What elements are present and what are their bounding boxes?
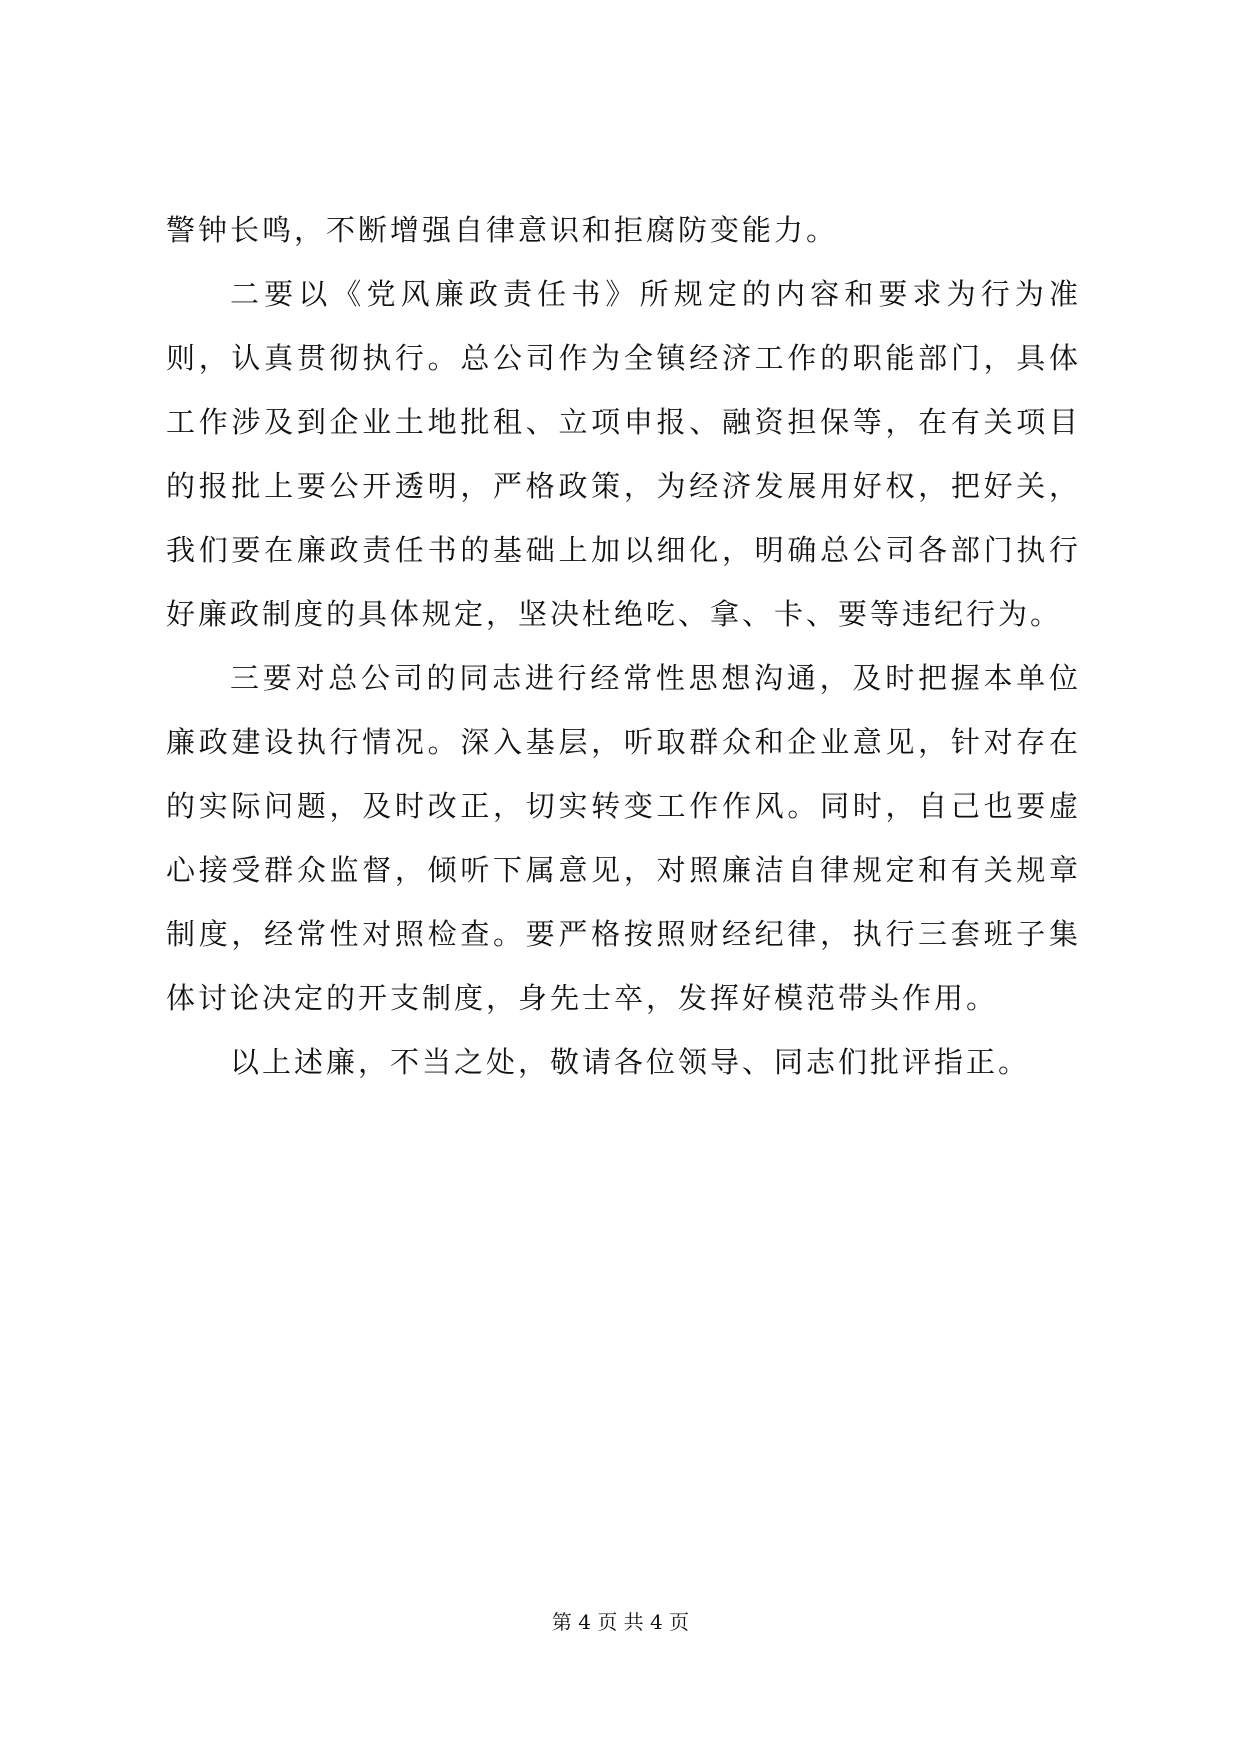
paragraph-two: 二要以《党风廉政责任书》所规定的内容和要求为行为准则，认真贯彻执行。总公司作为全镇经济工作的职能部门，具体工作涉及到企业土地批租、立项申报、融资担保等，在有关项目的报批上要公开透明，严格政策，为经济发展用好权，把好关，我们要在廉政责任书的基础上加以细化，明确总公司各部门执行好廉政制度的具体规定，坚决杜绝吃、拿、卡、要等违纪行为。 [166, 277, 1081, 631]
document-body [166, 198, 1081, 1094]
paragraph-continuation: 警钟长鸣，不断增强自律意识和拒腐防变能力。 [166, 213, 839, 247]
page-number-footer: 第 4 页 共 4 页 [551, 1610, 690, 1634]
paragraph-three: 三要对总公司的同志进行经常性思想沟通，及时把握本单位廉政建设执行情况。深入基层，听取群众和企业意见，针对存在的实际问题，及时改正，切实转变工作作风。同时，自己也要虚心接受群众监督，倾听下属意见，对照廉洁自律规定和有关规章制度，经常性对照检查。要严格按照财经纪律，执行三套班子集体讨论决定的开支制度，身先士卒，发挥好模范带头作用。 [166, 661, 1081, 1015]
paragraph-closing: 以上述廉，不当之处，敬请各位领导、同志们批评指正。 [230, 1045, 1031, 1079]
